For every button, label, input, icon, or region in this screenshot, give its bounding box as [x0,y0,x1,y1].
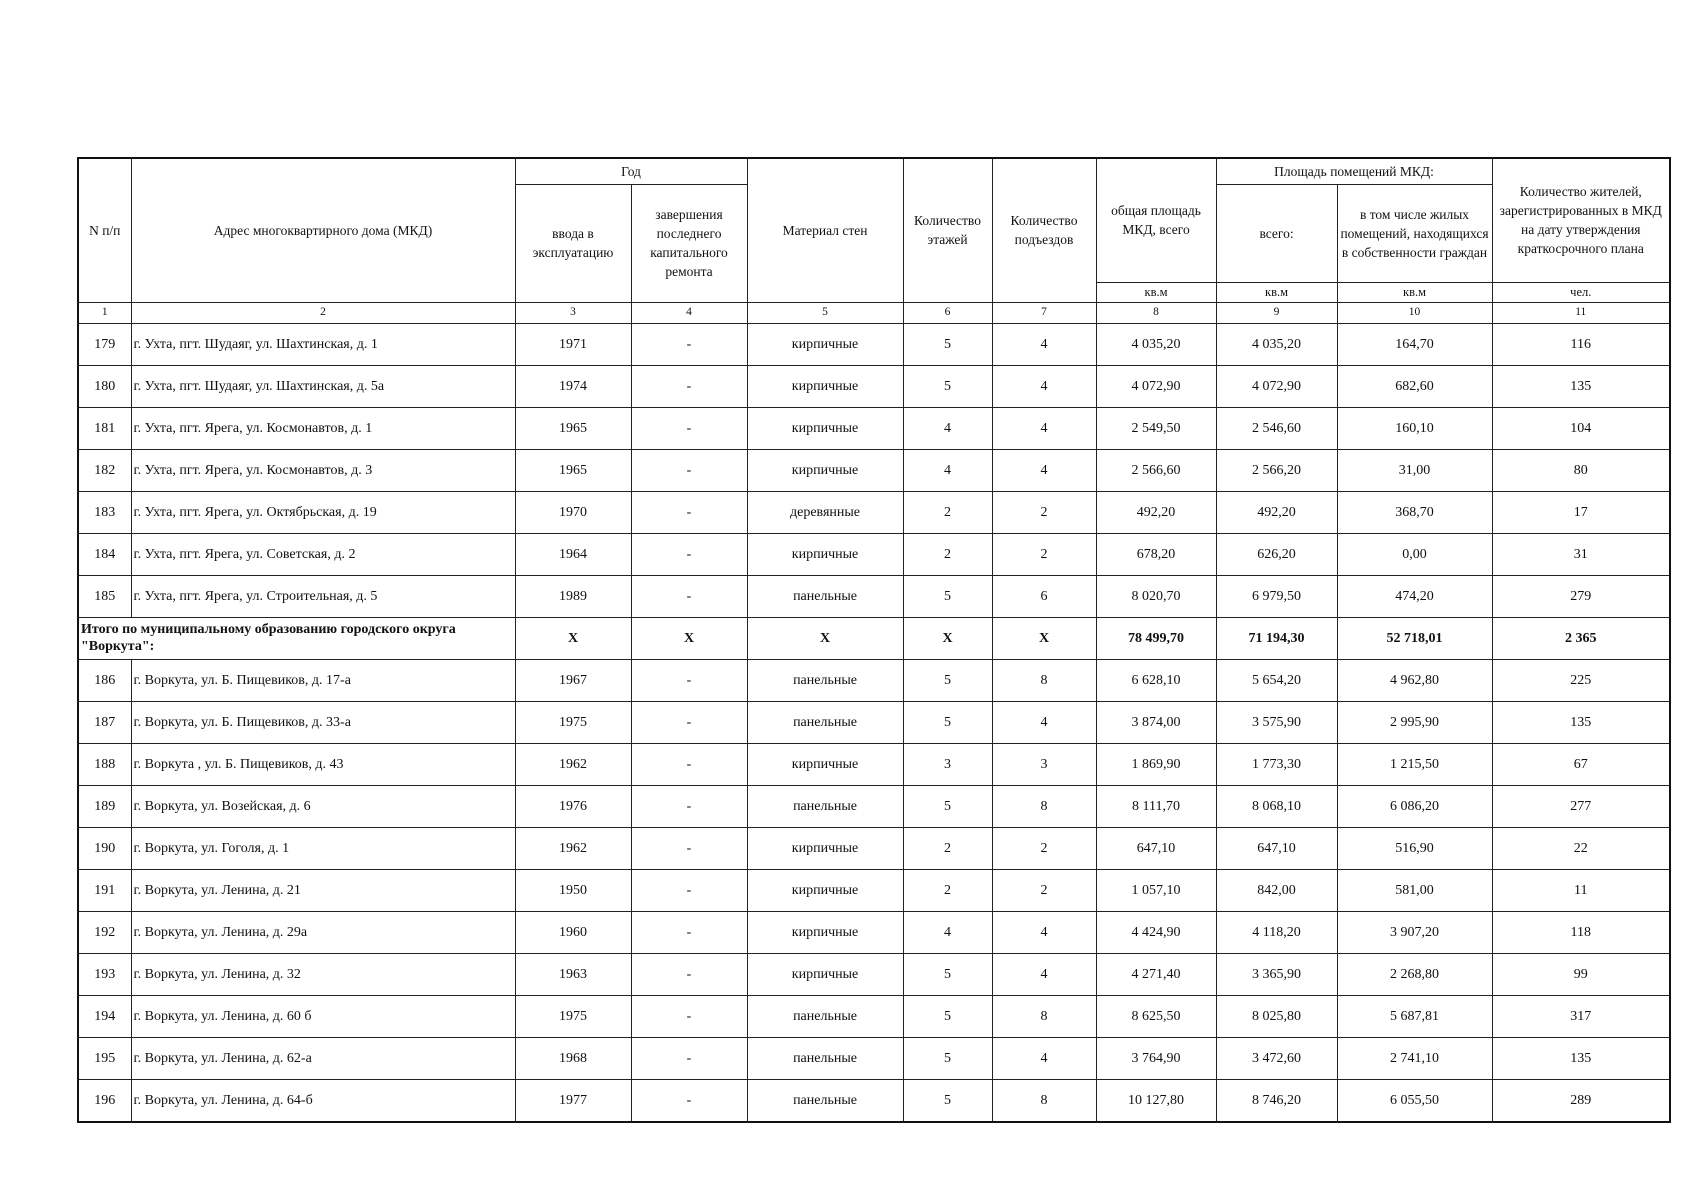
row-premises-total: 3 575,90 [1216,701,1337,743]
row-wall-material: панельные [747,995,903,1037]
row-floors: 2 [903,827,992,869]
row-year-commission: 1975 [515,995,631,1037]
row-premises-residential: 368,70 [1337,491,1492,533]
row-year-commission: 1962 [515,743,631,785]
row-premises-residential: 474,20 [1337,575,1492,617]
row-residents: 135 [1492,1037,1670,1079]
row-num: 195 [78,1037,131,1079]
row-residents: 317 [1492,995,1670,1037]
row-wall-material: кирпичные [747,365,903,407]
row-entrances: 2 [992,491,1096,533]
row-year-commission: 1950 [515,869,631,911]
row-year-repair: - [631,449,747,491]
row-premises-residential: 4 962,80 [1337,659,1492,701]
row-num: 185 [78,575,131,617]
row-year-repair: - [631,491,747,533]
row-premises-residential: 2 995,90 [1337,701,1492,743]
table-row [78,659,1670,701]
row-year-commission: 1989 [515,575,631,617]
row-premises-total: 3 365,90 [1216,953,1337,995]
housing-register-table [77,157,1671,1123]
row-address: г. Воркута, ул. Б. Пищевиков, д. 17-а [131,659,515,701]
row-address: г. Ухта, пгт. Ярега, ул. Строительная, д. 5 [131,575,515,617]
header-residents: Количество жителей, зарегистрированных в МКД на дату утверждения краткосрочного плана [1492,158,1670,282]
row-entrances: 2 [992,869,1096,911]
row-year-commission: 1965 [515,407,631,449]
table-row [78,1037,1670,1079]
row-year-repair: - [631,323,747,365]
row-address: г. Ухта, пгт. Ярега, ул. Космонавтов, д. 3 [131,449,515,491]
row-total-area: 8 020,70 [1096,575,1216,617]
row-year-repair: - [631,533,747,575]
row-floors: 4 [903,911,992,953]
row-premises-residential: 31,00 [1337,449,1492,491]
row-premises-residential: 6 086,20 [1337,785,1492,827]
row-year-repair: - [631,995,747,1037]
row-residents: 277 [1492,785,1670,827]
row-total-area: 4 424,90 [1096,911,1216,953]
row-premises-total: 4 072,90 [1216,365,1337,407]
unit-premises-total: кв.м [1216,282,1337,302]
row-residents: 116 [1492,323,1670,365]
row-total-area: 3 874,00 [1096,701,1216,743]
row-year-commission-total: X [515,617,631,659]
row-entrances: 6 [992,575,1096,617]
row-year-repair: - [631,407,747,449]
row-premises-total: 5 654,20 [1216,659,1337,701]
row-premises-total: 4 118,20 [1216,911,1337,953]
header-year-commission: ввода в эксплуатацию [515,184,631,302]
row-total-area: 4 271,40 [1096,953,1216,995]
row-year-repair: - [631,365,747,407]
unit-residents: чел. [1492,282,1670,302]
row-floors: 5 [903,323,992,365]
row-total-area: 6 628,10 [1096,659,1216,701]
row-premises-residential: 2 741,10 [1337,1037,1492,1079]
row-wall-material: панельные [747,659,903,701]
row-wall-material-total: X [747,617,903,659]
row-total-area: 1 869,90 [1096,743,1216,785]
row-year-commission: 1967 [515,659,631,701]
row-num: 193 [78,953,131,995]
header-entrances: Количество подъездов [992,158,1096,302]
row-year-commission: 1963 [515,953,631,995]
column-number: 1 [78,302,131,323]
table-row [78,533,1670,575]
row-floors: 5 [903,575,992,617]
row-address: г. Воркута, ул. Гоголя, д. 1 [131,827,515,869]
column-number: 2 [131,302,515,323]
column-number: 3 [515,302,631,323]
row-floors-total: X [903,617,992,659]
row-floors: 5 [903,785,992,827]
row-residents: 22 [1492,827,1670,869]
table-row [78,995,1670,1037]
row-num: 182 [78,449,131,491]
row-entrances: 4 [992,911,1096,953]
header-premises-residential: в том числе жилых помещений, находящихся в собственности граждан [1337,184,1492,282]
row-wall-material: кирпичные [747,449,903,491]
row-year-commission: 1965 [515,449,631,491]
row-year-commission: 1962 [515,827,631,869]
row-entrances: 4 [992,1037,1096,1079]
table-row [78,1079,1670,1122]
total-label: Итого по муниципальному образованию городского округа "Воркута": [78,617,515,659]
row-address: г. Воркута, ул. Возейская, д. 6 [131,785,515,827]
row-year-repair: - [631,1037,747,1079]
row-premises-total: 626,20 [1216,533,1337,575]
row-year-repair: - [631,827,747,869]
unit-premises-residential: кв.м [1337,282,1492,302]
table-row [78,575,1670,617]
header-total-area: общая площадь МКД, всего [1096,158,1216,282]
header-year-repair: завершения последнего капитального ремонта [631,184,747,302]
header-wall-material: Материал стен [747,158,903,302]
row-address: г. Воркута, ул. Ленина, д. 32 [131,953,515,995]
row-premises-total: 4 035,20 [1216,323,1337,365]
row-residents: 279 [1492,575,1670,617]
row-address: г. Воркута, ул. Б. Пищевиков, д. 33-а [131,701,515,743]
row-address: г. Воркута, ул. Ленина, д. 29а [131,911,515,953]
column-numbers-row [78,302,1670,323]
row-entrances: 4 [992,449,1096,491]
row-premises-residential: 3 907,20 [1337,911,1492,953]
row-num: 187 [78,701,131,743]
row-total-area: 8 625,50 [1096,995,1216,1037]
row-premises-total: 2 546,60 [1216,407,1337,449]
header-floors: Количество этажей [903,158,992,302]
row-total-area: 10 127,80 [1096,1079,1216,1122]
header-premises-group: Площадь помещений МКД: [1216,158,1492,184]
row-address: г. Ухта, пгт. Шудаяг, ул. Шахтинская, д. 1 [131,323,515,365]
row-floors: 2 [903,491,992,533]
table-row [78,953,1670,995]
row-num: 181 [78,407,131,449]
row-entrances: 2 [992,827,1096,869]
row-premises-total: 3 472,60 [1216,1037,1337,1079]
row-floors: 5 [903,953,992,995]
table-row [78,491,1670,533]
row-num: 188 [78,743,131,785]
table-row [78,323,1670,365]
row-residents: 289 [1492,1079,1670,1122]
row-residents: 135 [1492,701,1670,743]
row-entrances-total: X [992,617,1096,659]
row-residents: 99 [1492,953,1670,995]
row-total-area: 1 057,10 [1096,869,1216,911]
row-residents: 67 [1492,743,1670,785]
row-floors: 5 [903,995,992,1037]
row-wall-material: кирпичные [747,533,903,575]
row-floors: 5 [903,659,992,701]
table-row [78,869,1670,911]
row-num: 196 [78,1079,131,1122]
row-residents: 17 [1492,491,1670,533]
row-address: г. Воркута , ул. Б. Пищевиков, д. 43 [131,743,515,785]
row-floors: 5 [903,1037,992,1079]
row-year-commission: 1964 [515,533,631,575]
row-total-area: 3 764,90 [1096,1037,1216,1079]
row-num: 192 [78,911,131,953]
row-premises-total: 8 746,20 [1216,1079,1337,1122]
column-number: 10 [1337,302,1492,323]
row-premises-total-total: 71 194,30 [1216,617,1337,659]
row-year-commission: 1977 [515,1079,631,1122]
row-total-area: 2 566,60 [1096,449,1216,491]
table-row [78,407,1670,449]
row-premises-total: 6 979,50 [1216,575,1337,617]
row-address: г. Воркута, ул. Ленина, д. 60 б [131,995,515,1037]
header-address: Адрес многоквартирного дома (МКД) [131,158,515,302]
row-floors: 5 [903,701,992,743]
unit-total-area: кв.м [1096,282,1216,302]
row-wall-material: панельные [747,785,903,827]
row-premises-residential: 682,60 [1337,365,1492,407]
row-num: 179 [78,323,131,365]
row-year-repair: - [631,1079,747,1122]
header-year-group: Год [515,158,747,184]
row-year-repair: - [631,911,747,953]
row-total-area: 647,10 [1096,827,1216,869]
row-wall-material: панельные [747,701,903,743]
column-number: 9 [1216,302,1337,323]
row-residents-total: 2 365 [1492,617,1670,659]
row-premises-total: 8 025,80 [1216,995,1337,1037]
row-year-commission: 1976 [515,785,631,827]
row-premises-residential: 160,10 [1337,407,1492,449]
row-total-area: 4 035,20 [1096,323,1216,365]
row-total-area: 2 549,50 [1096,407,1216,449]
row-premises-residential: 5 687,81 [1337,995,1492,1037]
row-total-area-total: 78 499,70 [1096,617,1216,659]
table-row [78,785,1670,827]
table-row [78,827,1670,869]
row-wall-material: панельные [747,1079,903,1122]
row-entrances: 4 [992,365,1096,407]
header-premises-total: всего: [1216,184,1337,282]
row-entrances: 4 [992,407,1096,449]
row-premises-residential: 164,70 [1337,323,1492,365]
row-premises-total: 492,20 [1216,491,1337,533]
row-year-commission: 1960 [515,911,631,953]
total-row [78,617,1670,659]
row-residents: 80 [1492,449,1670,491]
row-residents: 225 [1492,659,1670,701]
row-wall-material: кирпичные [747,911,903,953]
row-entrances: 8 [992,785,1096,827]
row-entrances: 8 [992,1079,1096,1122]
row-address: г. Ухта, пгт. Ярега, ул. Космонавтов, д. 1 [131,407,515,449]
table-row [78,365,1670,407]
row-year-commission: 1971 [515,323,631,365]
row-floors: 5 [903,365,992,407]
row-residents: 11 [1492,869,1670,911]
row-num: 190 [78,827,131,869]
row-premises-residential: 581,00 [1337,869,1492,911]
row-wall-material: панельные [747,1037,903,1079]
row-premises-total: 1 773,30 [1216,743,1337,785]
column-number: 5 [747,302,903,323]
row-num: 194 [78,995,131,1037]
row-premises-total: 842,00 [1216,869,1337,911]
row-residents: 135 [1492,365,1670,407]
row-premises-total: 8 068,10 [1216,785,1337,827]
row-entrances: 4 [992,953,1096,995]
row-wall-material: деревянные [747,491,903,533]
table-row [78,743,1670,785]
row-entrances: 3 [992,743,1096,785]
row-address: г. Ухта, пгт. Шудаяг, ул. Шахтинская, д. 5а [131,365,515,407]
row-floors: 3 [903,743,992,785]
row-year-repair: - [631,659,747,701]
column-number: 4 [631,302,747,323]
row-address: г. Воркута, ул. Ленина, д. 62-а [131,1037,515,1079]
row-premises-residential: 0,00 [1337,533,1492,575]
row-year-repair: - [631,575,747,617]
row-year-commission: 1968 [515,1037,631,1079]
row-premises-residential: 6 055,50 [1337,1079,1492,1122]
row-year-repair: - [631,743,747,785]
row-premises-total: 2 566,20 [1216,449,1337,491]
row-address: г. Ухта, пгт. Ярега, ул. Советская, д. 2 [131,533,515,575]
row-year-repair: - [631,785,747,827]
row-address: г. Воркута, ул. Ленина, д. 64-б [131,1079,515,1122]
row-floors: 5 [903,1079,992,1122]
row-wall-material: кирпичные [747,323,903,365]
row-floors: 4 [903,407,992,449]
row-wall-material: кирпичные [747,407,903,449]
row-num: 191 [78,869,131,911]
row-entrances: 8 [992,659,1096,701]
table-row [78,701,1670,743]
row-wall-material: кирпичные [747,869,903,911]
row-num: 183 [78,491,131,533]
row-premises-residential: 1 215,50 [1337,743,1492,785]
row-year-commission: 1974 [515,365,631,407]
row-premises-residential-total: 52 718,01 [1337,617,1492,659]
row-total-area: 492,20 [1096,491,1216,533]
row-floors: 2 [903,869,992,911]
row-total-area: 678,20 [1096,533,1216,575]
row-floors: 2 [903,533,992,575]
header-num: N п/п [78,158,131,302]
row-total-area: 4 072,90 [1096,365,1216,407]
row-year-repair: - [631,953,747,995]
row-total-area: 8 111,70 [1096,785,1216,827]
row-premises-residential: 516,90 [1337,827,1492,869]
row-wall-material: панельные [747,575,903,617]
row-wall-material: кирпичные [747,953,903,995]
column-number: 6 [903,302,992,323]
row-entrances: 8 [992,995,1096,1037]
row-entrances: 4 [992,701,1096,743]
row-entrances: 2 [992,533,1096,575]
row-year-commission: 1975 [515,701,631,743]
row-num: 186 [78,659,131,701]
row-year-repair: - [631,869,747,911]
row-address: г. Ухта, пгт. Ярега, ул. Октябрьская, д. 19 [131,491,515,533]
row-year-repair: - [631,701,747,743]
column-number: 7 [992,302,1096,323]
row-wall-material: кирпичные [747,743,903,785]
row-residents: 104 [1492,407,1670,449]
row-residents: 118 [1492,911,1670,953]
column-number: 11 [1492,302,1670,323]
row-num: 180 [78,365,131,407]
row-address: г. Воркута, ул. Ленина, д. 21 [131,869,515,911]
row-year-commission: 1970 [515,491,631,533]
row-residents: 31 [1492,533,1670,575]
row-premises-total: 647,10 [1216,827,1337,869]
row-year-repair-total: X [631,617,747,659]
row-premises-residential: 2 268,80 [1337,953,1492,995]
row-num: 189 [78,785,131,827]
column-number: 8 [1096,302,1216,323]
table-row [78,911,1670,953]
table-row [78,449,1670,491]
row-entrances: 4 [992,323,1096,365]
row-floors: 4 [903,449,992,491]
row-wall-material: кирпичные [747,827,903,869]
row-num: 184 [78,533,131,575]
